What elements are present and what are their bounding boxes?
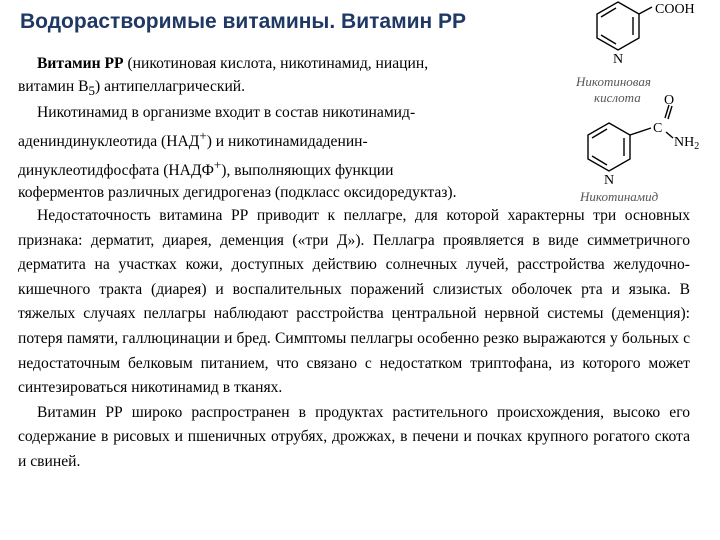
amide-oxygen: O [664, 93, 675, 108]
main-text [18, 204, 690, 475]
intro-line: Витамин РР (никотиновая кислота, никотинамид, ниацин, [37, 55, 429, 72]
amine-group: $NH_2$ [674, 135, 700, 152]
intro-line: витамин $В_5$) антипеллагрический. [18, 77, 246, 98]
amide-carbon: C [653, 121, 663, 136]
paragraph: Недостаточность витамина РР приводит к пеллагре, для которой характерны три основных признака: дерматит, диарея, деменция («три Д»). Пеллагра проявляется в виде симметричного дерматита на участках кожи, доступных действию солнечных лучей, расстройства желудочно-кишечного тракта (диарея) и воспалительных поражений слизистых оболочек рта и языка. В тяжелых случаях пеллагры наблюдают расстройства центральной нервной системы (деменция): потеря памяти, галлюцинации и бред. Симптомы пеллагры особенно резко выражаются у больных с недостаточным белковым питанием, что связано с недостатком триптофана, из которого может синтезироваться никотинамид в тканях. [18, 207, 690, 397]
nicotinamide-label: Никотинамид [580, 189, 659, 204]
intro-line: динуклеотидфосфата (НАДФ+), выполняющих функции [18, 156, 394, 179]
nicotinic-acid-structure [597, 2, 652, 50]
intro-line: адениндинуклеотида (НАД+) и никотинамидаденин- [18, 127, 368, 151]
vitamin-name: Витамин РР [37, 55, 124, 72]
ring-nitrogen: N [613, 52, 624, 67]
cooh-group: COOH [655, 2, 695, 17]
page-title: Водорастворимые витамины. Витамин РР [20, 10, 467, 33]
chemical-structures [560, 0, 720, 215]
intro-line: коферментов различных дегидрогеназ (подкласс оксидоредуктаз). [18, 184, 457, 202]
nicotinic-acid-label: Никотиновая [576, 74, 651, 89]
paragraph: Витамин РР широко распространен в продуктах растительного происхождения, высоко его содержание в рисовых и пшеничных отрубях, дрожжах, в печени и почках крупного рогатого скота и свиней. [18, 403, 690, 470]
intro-text [18, 53, 578, 205]
ring-nitrogen: N [604, 173, 615, 188]
intro-line: Никотинамид в организме входит в состав никотинамид- [37, 104, 416, 122]
nicotinamide-structure [588, 105, 673, 171]
nicotinic-acid-label: кислота [594, 90, 641, 105]
